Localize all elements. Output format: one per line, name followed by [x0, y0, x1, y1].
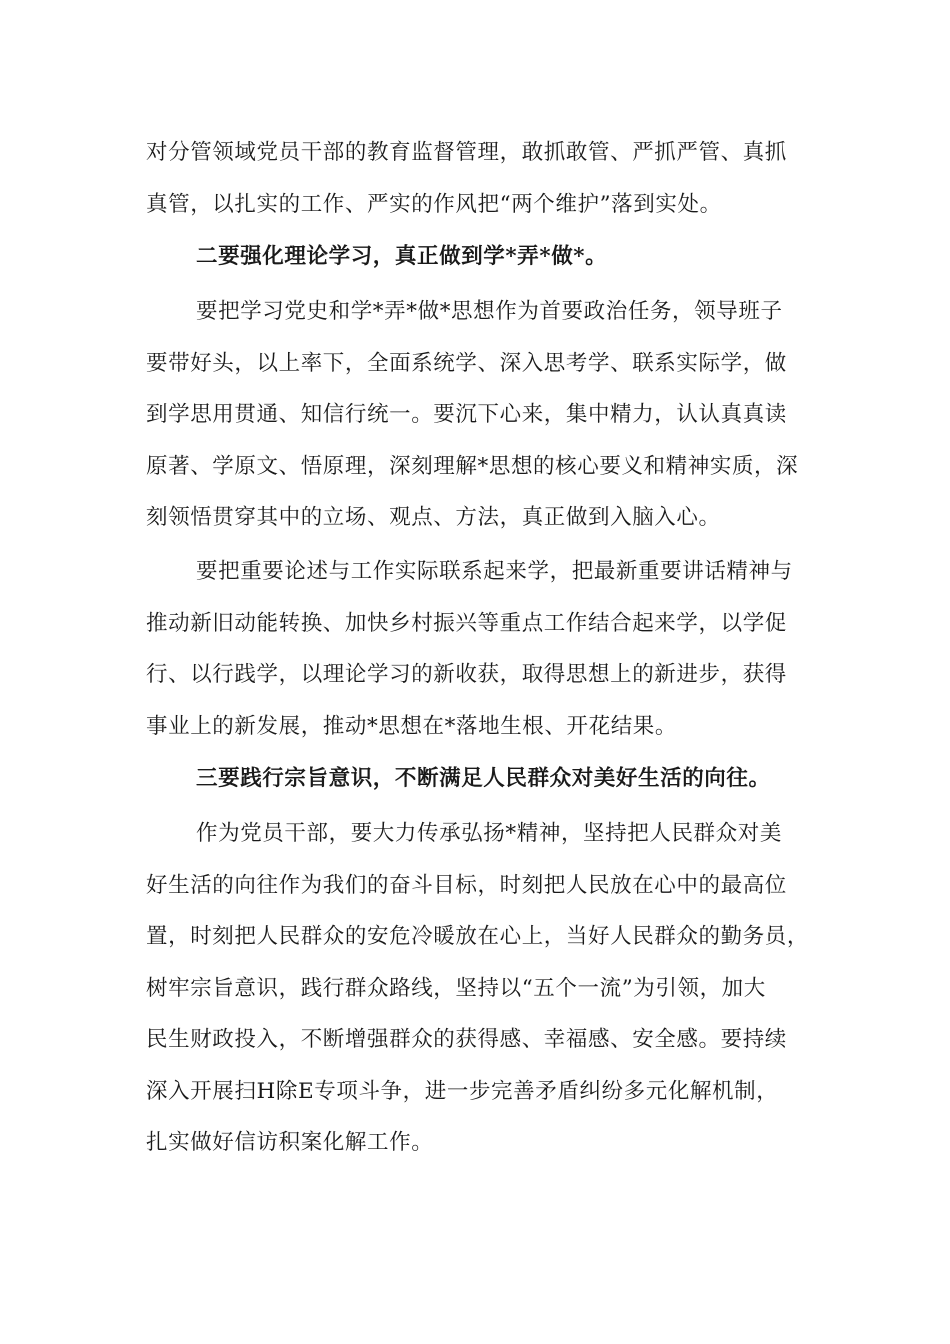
text-line: 民生财政投入，不断增强群众的获得感、幸福感、安全感。要持续 [146, 1027, 787, 1052]
text-line: 到学思用贯通、知信行统一。要沉下心来，集中精力，认认真真读 [146, 402, 787, 427]
text-line: 树牢宗旨意识，践行群众路线，坚持以“五个一流”为引领，加大 [146, 975, 766, 1001]
section-heading-3: 三要践行宗旨意识，不断满足人民群众对美好生活的向往。 [196, 766, 771, 791]
text-line: 要带好头，以上率下，全面系统学、深入思考学、联系实际学，做 [146, 350, 787, 376]
text-line: 推动新旧动能转换、加快乡村振兴等重点工作结合起来学，以学促 [146, 610, 787, 636]
paragraph-intro [146, 127, 811, 230]
text-line: 事业上的新发展，推动*思想在*落地生根、开花结果。 [146, 713, 678, 739]
section-heading-2: 二要强化理论学习，真正做到学*弄*做*。 [196, 244, 608, 269]
text-line: 行、以行践学，以理论学习的新收获，取得思想上的新进步，获得 [146, 662, 787, 687]
paragraph-study-1 [146, 286, 811, 544]
text-line: 要把重要论述与工作实际联系起来学，把最新重要讲话精神与 [196, 559, 793, 584]
text-line: 要把学习党史和学*弄*做*思想作为首要政治任务，领导班子 [196, 299, 783, 324]
text-line: 深入开展扫H除E专项斗争，进一步完善矛盾纠纷多元化解机制， [146, 1078, 779, 1104]
paragraph-people [146, 808, 811, 1169]
text-line: 扎实做好信访积案化解工作。 [146, 1130, 434, 1155]
text-line: 真管，以扎实的工作、严实的作风把“两个维护”落到实处。 [146, 191, 722, 217]
text-line: 刻领悟贯穿其中的立场、观点、方法，真正做到入脑入心。 [146, 505, 721, 530]
text-line: 作为党员干部，要大力传承弘扬*精神，坚持把人民群众对美 [196, 821, 782, 846]
paragraph-study-2 [146, 546, 811, 752]
text-line: 对分管领域党员干部的教育监督管理，敢抓敢管、严抓严管、真抓 [146, 140, 787, 165]
text-line: 置，时刻把人民群众的安危冷暖放在心上，当好人民群众的勤务员， [146, 924, 810, 949]
text-line: 原著、学原文、悟原理，深刻理解*思想的核心要义和精神实质，深 [146, 453, 799, 479]
text-line: 好生活的向往作为我们的奋斗目标，时刻把人民放在心中的最高位 [146, 872, 787, 898]
